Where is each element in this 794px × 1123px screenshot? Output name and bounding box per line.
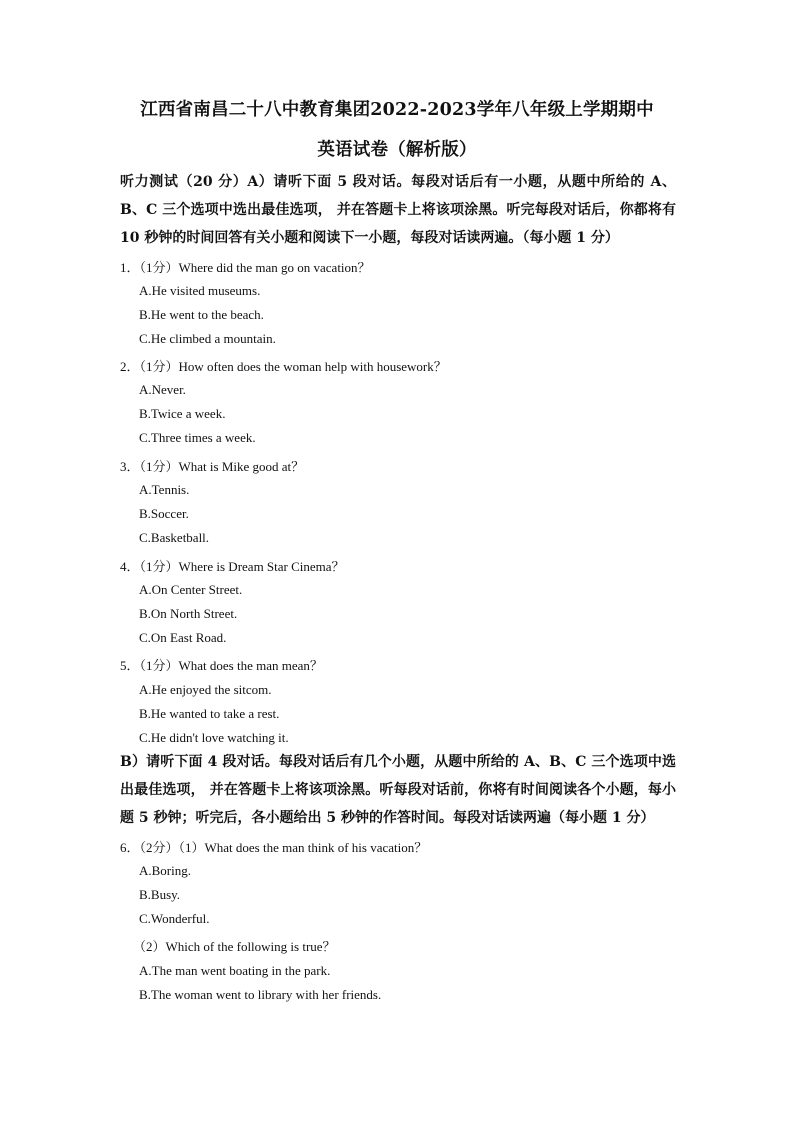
question-3-stem: 3．（1分）What is Mike good at？ bbox=[120, 459, 305, 474]
question-6-1-option-a: A.Boring. bbox=[139, 863, 191, 878]
question-6-1-option-b: B.Busy. bbox=[139, 887, 181, 902]
question-2-option-a: A.Never. bbox=[139, 382, 186, 397]
question-6-2-option-b: B.The woman went to library with her friends. bbox=[139, 987, 382, 1002]
question-5-option-b: B.He wanted to take a rest. bbox=[139, 706, 280, 721]
question-5-option-c: C.He didn't love watching it. bbox=[139, 730, 289, 745]
question-4-stem: 4．（1分）Where is Dream Star Cinema？ bbox=[120, 559, 345, 574]
question-1-option-a: A.He visited museums. bbox=[139, 283, 261, 298]
question-1-option-c: C.He climbed a mountain. bbox=[139, 331, 276, 346]
question-2-option-c: C.Three times a week. bbox=[139, 430, 256, 445]
question-6-stem: 6．（2分）（1）What does the man think of his vacation？ bbox=[120, 840, 428, 855]
question-3-option-b: B.Soccer. bbox=[139, 506, 189, 521]
question-6-2-option-a: A.The man went boating in the park. bbox=[139, 963, 331, 978]
question-5-stem: 5．（1分）What does the man mean？ bbox=[120, 658, 323, 673]
question-6-1-option-c: C.Wonderful. bbox=[139, 911, 210, 926]
question-3-option-c: C.Basketball. bbox=[139, 530, 210, 545]
exam-title-line1: 江西省南昌二十八中教育集团2022-2023学年八年级上学期期中 bbox=[140, 100, 654, 120]
question-1-stem: 1．（1分）Where did the man go on vacation？ bbox=[120, 260, 371, 275]
section-a-instructions: 听力测试（20 分）A）请听下面 5 段对话。每段对话后有一小题，从题中所给的 A、B、C 三个选项中选出最佳选项， 并在答题卡上将该项涂黑。听完每段对话后，你都将有 10 秒钟的时间回答有关小题和阅读下一小题，每段对话读两遍。（每小题 1 分） bbox=[120, 174, 676, 246]
question-4-option-a: A.On Center Street. bbox=[139, 582, 243, 597]
question-1-option-b: B.He went to the beach. bbox=[139, 307, 264, 322]
question-6-2-stem: （2）Which of the following is true？ bbox=[133, 939, 336, 954]
section-b-instructions: B）请听下面 4 段对话。每段对话后有几个小题，从题中所给的 A、B、C 三个选项中选出最佳选项， 并在答题卡上将该项涂黑。听每段对话前，你将有时间阅读各个小题，每小题 5 秒钟；听完后，各小题给出 5 秒钟的作答时间。每段对话读两遍（每小题 1 分） bbox=[120, 754, 676, 826]
question-5-option-a: A.He enjoyed the sitcom. bbox=[139, 682, 272, 697]
exam-title-line2: 英语试卷（解析版） bbox=[317, 140, 477, 160]
question-2-option-b: B.Twice a week. bbox=[139, 406, 226, 421]
question-3-option-a: A.Tennis. bbox=[139, 482, 190, 497]
question-4-option-c: C.On East Road. bbox=[139, 630, 227, 645]
question-2-stem: 2．（1分）How often does the woman help with housework？ bbox=[120, 359, 447, 374]
question-4-option-b: B.On North Street. bbox=[139, 606, 238, 621]
